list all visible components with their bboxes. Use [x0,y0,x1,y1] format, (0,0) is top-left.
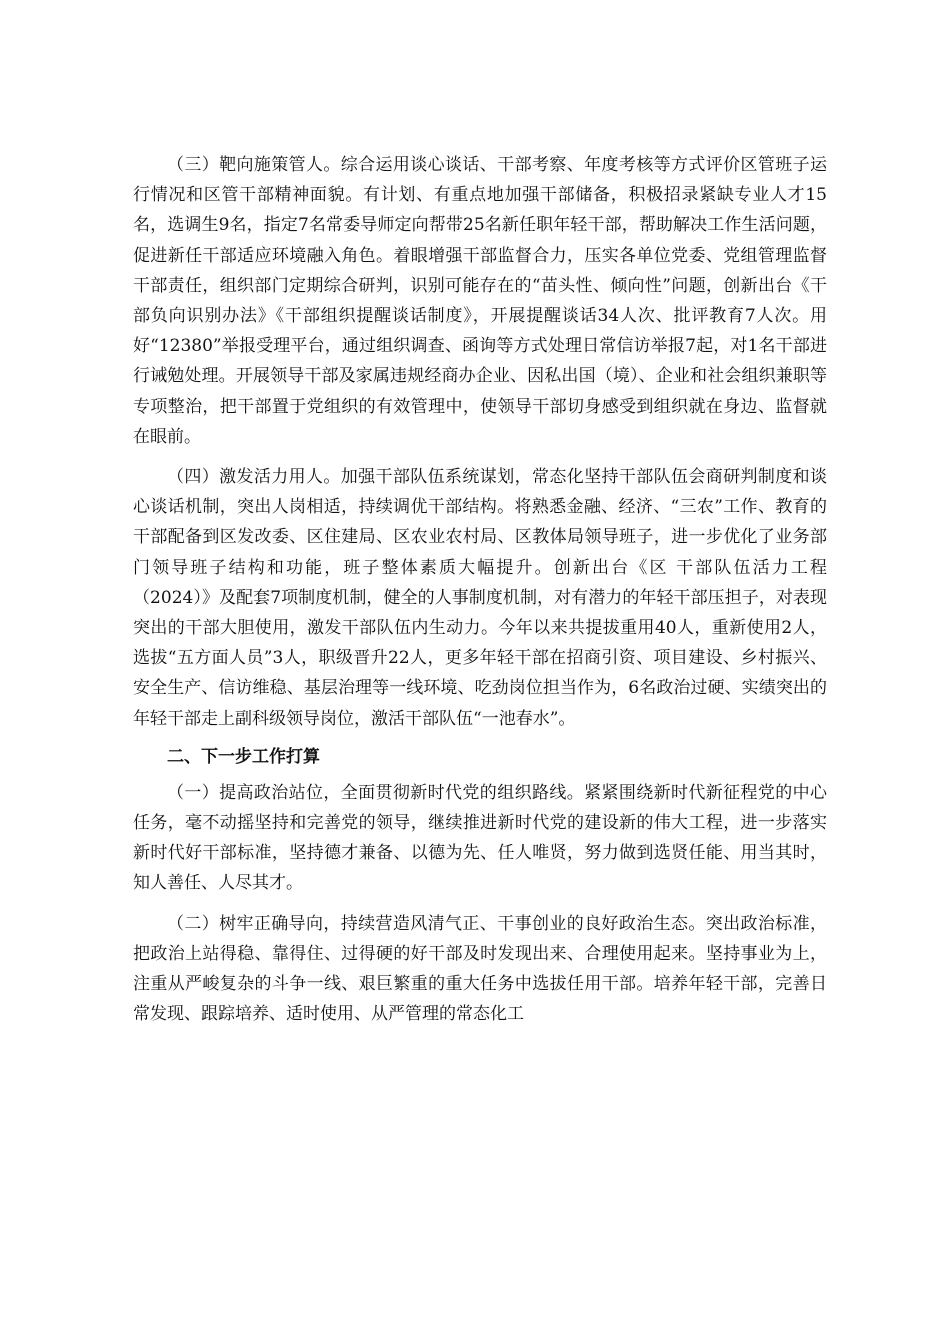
paragraph-next-steps-2: （二）树牢正确导向，持续营造风清气正、干事创业的良好政治生态。突出政治标准，把政治上站得稳、靠得住、过得硬的好干部及时发现出来、合理使用起来。坚持事业为上，注重从严峻复杂的斗争一线、艰巨繁重的重大任务中选拔任用干部。培养年轻干部，完善日常发现、跟踪培养、适时使用、从严管理的常态化工 [133,913,827,1025]
paragraph-section-3: （三）靶向施策管人。综合运用谈心谈话、干部考察、年度考核等方式评价区管班子运行情况和区管干部精神面貌。有计划、有重点地加强干部储备，积极招录紧缺专业人才15名，选调生9名，指定7名常委导师定向帮带25名新任职年轻干部，帮助解决工作生活问题，促进新任干部适应环境融入角色。着眼增强干部监督合力，压实各单位党委、党组管理监督干部责任，组织部门定期综合研判，识别可能存在的“苗头性、倾向性”问题，创新出台《干部负向识别办法》《干部组织提醒谈话制度》，开展提醒谈话34人次、批评教育7人次。用好“12380”举报受理平台，通过组织调查、函询等方式处理日常信访举报7起，对1名干部进行诫勉处理。开展领导干部及家属违规经商办企业、因私出国（境）、企业和社会组织兼职等专项整治，把干部置于党组织的有效管理中，使领导干部切身感受到组织就在身边、监督就在眼前。 [133,155,827,447]
section-heading-next-steps: 二、下一步工作打算 [167,746,320,767]
document-body [133,150,827,1029]
paragraph-section-4: （四）激发活力用人。加强干部队伍系统谋划，常态化坚持干部队伍会商研判制度和谈心谈话机制，突出人岗相适，持续调优干部结构。将熟悉金融、经济、“三农”工作、教育的干部配备到区发改委、区住建局、区农业农村局、区教体局领导班子，进一步优化了业务部门领导班子结构和功能，班子整体素质大幅提升。创新出台《区 干部队伍活力工程（2024）》及配套7项制度机制，健全的人事制度机制，对有潜力的年轻干部压担子，对表现突出的干部大胆使用，激发干部队伍内生动力。今年以来共提拔重用40人，重新使用2人，选拔“五方面人员”3人，职级晋升22人，更多年轻干部在招商引资、项目建设、乡村振兴、安全生产、信访维稳、基层治理等一线环境、吃劲岗位担当作为，6名政治过硬、实绩突出的年轻干部走上副科级领导岗位，激活干部队伍“一池春水”。 [133,467,827,729]
paragraph-next-steps-1: （一）提高政治站位，全面贯彻新时代党的组织路线。紧紧围绕新时代新征程党的中心任务，毫不动摇坚持和完善党的领导，继续推进新时代党的建设新的伟大工程，进一步落实新时代好干部标准，坚持德才兼备、以德为先、任人唯贤，努力做到选贤任能、用当其时，知人善任、人尽其才。 [133,782,827,894]
